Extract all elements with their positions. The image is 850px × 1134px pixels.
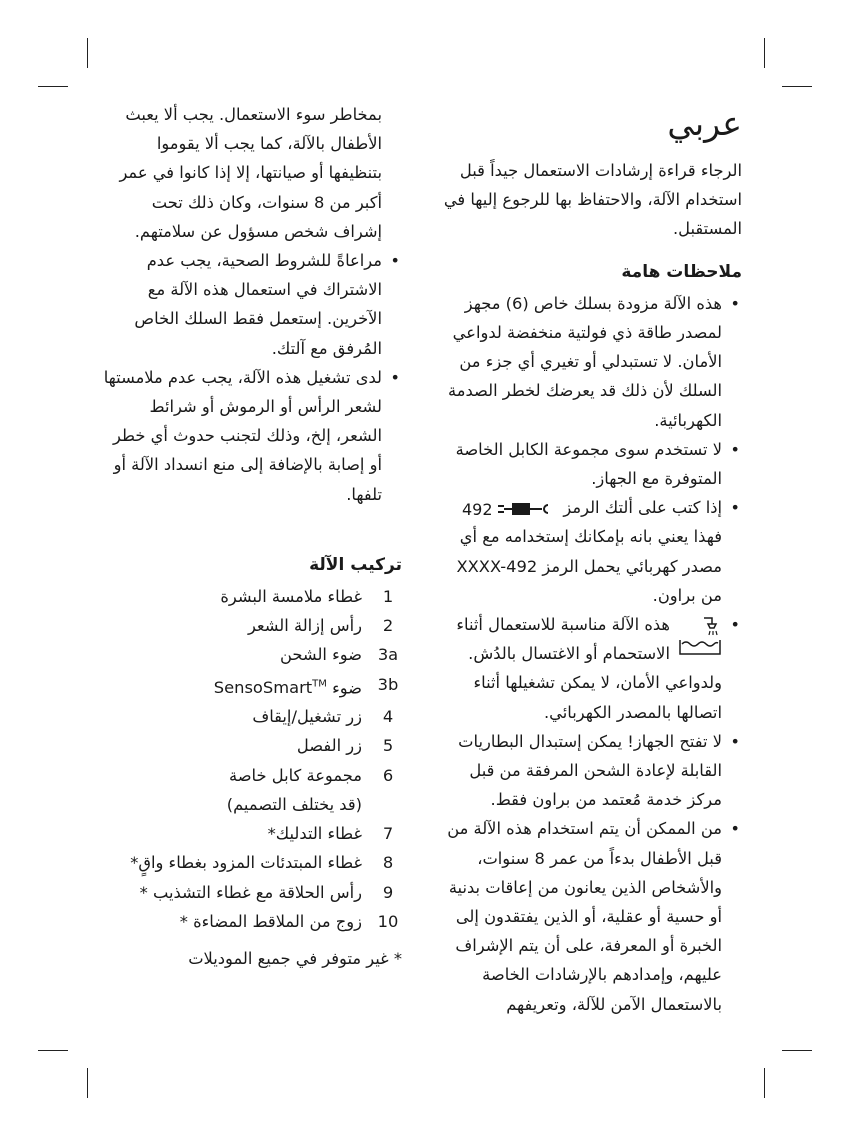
part-number: 6 bbox=[382, 765, 394, 785]
part-number: 2 bbox=[382, 616, 394, 636]
list-item: • مراعاةً للشروط الصحية، يجب عدم الاشتراك في استعمال هذه الآلة مع الآخرين. إستعمل فقط السلك الخاص المُرفق مع آلتك. bbox=[100, 246, 402, 363]
part-number: 8 bbox=[382, 853, 394, 873]
trademark: TM bbox=[312, 678, 327, 690]
part-label: زر تشغيل/إيقاف bbox=[252, 707, 362, 727]
part-item bbox=[100, 582, 402, 611]
part-item bbox=[100, 907, 402, 936]
part-number: 5 bbox=[382, 736, 394, 756]
language-title: عربي bbox=[667, 104, 742, 143]
list-item: • لدى تشغيل هذه الآلة، يجب عدم ملامستها لشعر الرأس أو الرموش أو شرائط الشعر، إلخ، وذلك لتجنب حدوث أي خطر أو إصابة بالإضافة إلى منع انسداد الآلة أو تلفها. bbox=[100, 363, 402, 509]
crop-mark bbox=[764, 38, 765, 68]
part-label: مجموعة كابل خاصة bbox=[228, 765, 362, 785]
list-item: • لا تفتح الجهاز! يمكن إستبدال البطاريات القابلة لإعادة الشحن المرفقة من قبل مركز خدمة مُعتمد من براون فقط. bbox=[432, 727, 742, 815]
part-item bbox=[100, 611, 402, 640]
part-item bbox=[100, 670, 402, 703]
part-label: غطاء ملامسة البشرة bbox=[220, 587, 362, 607]
part-number: 3a bbox=[377, 645, 399, 665]
crop-mark bbox=[782, 86, 812, 87]
part-number: 7 bbox=[382, 824, 394, 844]
list-item: • من الممكن أن يتم استخدام هذه الآلة من قبل الأطفال بدءاً من عمر 8 سنوات، والأشخاص الذين يعانون من إعاقات بدنية أو حسية أو عقلية، أو الذين يفتقدون إلى الخبرة أو المعرفة، على أن يتم الإشراف عليهم، وإمدادهم بالإرشادات الخاصة بالاستعمال الآمن للآلة، وتعريفهم bbox=[432, 814, 742, 1018]
list-item bbox=[432, 610, 742, 727]
shower-symbol-icon bbox=[678, 614, 722, 664]
left-column bbox=[100, 100, 402, 973]
part-label bbox=[214, 670, 374, 703]
list-item: • لا تستخدم سوى مجموعة الكابل الخاصة المتوفرة مع الجهاز. bbox=[432, 435, 742, 493]
continued-paragraph: بمخاطر سوء الاستعمال. يجب ألا يعبث الأطفال بالآلة، كما يجب ألا يقوموا بتنظيفها أو صيانتها، إلا إذا كانوا في عمر أكبر من 8 سنوات، وكان ذلك تحت إشراف شخص مسؤول عن سلامتهم. bbox=[119, 105, 382, 241]
part-item-note bbox=[100, 790, 402, 819]
crop-mark bbox=[87, 1068, 88, 1098]
part-label: زر الفصل bbox=[296, 736, 362, 756]
part-label: رأس إزالة الشعر bbox=[247, 616, 362, 636]
part-number: 10 bbox=[377, 911, 399, 931]
part-number: 4 bbox=[382, 707, 394, 727]
part-item bbox=[100, 702, 402, 731]
brand-name bbox=[214, 678, 327, 697]
part-item bbox=[100, 761, 402, 790]
part-item bbox=[100, 819, 402, 848]
part-item bbox=[100, 731, 402, 760]
part-item bbox=[100, 848, 402, 877]
list-item bbox=[432, 493, 742, 610]
part-item bbox=[100, 878, 402, 907]
part-label: زوج من الملاقط المضاءة * bbox=[179, 911, 362, 931]
part-number: 1 bbox=[382, 587, 394, 607]
part-label: غطاء التدليك* bbox=[267, 824, 362, 844]
part-number: 3b bbox=[377, 674, 399, 694]
symbol-note-after: فهذا يعني بانه بإمكانك إستخدامه مع أي مصدر كهربائي يحمل الرمز XXXX-492 من براون. bbox=[456, 527, 722, 605]
part-number: 9 bbox=[382, 882, 394, 902]
part-label: رأس الحلاقة مع غطاء التشذيب * bbox=[139, 882, 362, 902]
power-plug-symbol-icon bbox=[462, 500, 554, 518]
part-label: غطاء المبتدئات المزود بغطاء واقٍ* bbox=[130, 853, 362, 873]
crop-mark bbox=[87, 38, 88, 68]
crop-mark bbox=[38, 86, 68, 87]
parts-title: تركيب الآلة bbox=[309, 554, 402, 575]
part-label: ضوء الشحن bbox=[280, 645, 362, 665]
part-label-text: ضوء bbox=[332, 678, 362, 698]
symbol-note-before: إذا كتب على ألتك الرمز bbox=[563, 498, 722, 518]
notes-title: ملاحظات هامة bbox=[621, 261, 742, 282]
symbol-code: 492 bbox=[462, 499, 493, 518]
part-item bbox=[100, 640, 402, 669]
hygiene-list bbox=[100, 246, 402, 509]
notes-list bbox=[432, 289, 742, 1019]
crop-mark bbox=[764, 1068, 765, 1098]
list-item: • هذه الآلة مزودة بسلك خاص (6) مجهز لمصدر طاقة ذي فولتية منخفضة لدواعي الأمان. لا تستبدلي أو تغيري أي جزء من السلك لأن ذلك قد يعرضك لخطر الصدمة الكهربائية. bbox=[432, 289, 742, 435]
intro-paragraph: الرجاء قراءة إرشادات الاستعمال جيداً قبل استخدام الآلة، والاحتفاظ بها للرجوع إليها في المستقبل. bbox=[443, 161, 742, 239]
footnote: * غير متوفر في جميع الموديلات bbox=[188, 948, 402, 968]
right-column bbox=[432, 100, 742, 1019]
crop-mark bbox=[782, 1050, 812, 1051]
crop-mark bbox=[38, 1050, 68, 1051]
brand-text: SensoSmart bbox=[213, 678, 313, 698]
shower-note: هذه الآلة مناسبة للاستعمال أثناء الاستحمام أو الاغتسال بالدُش. ولدواعي الأمان، لا يمكن تشغيلها أثناء اتصالها بالمصدر الكهربائي. bbox=[456, 615, 722, 722]
part-sublabel: (قد يختلف التصميم) bbox=[226, 794, 362, 814]
parts-list bbox=[100, 582, 402, 936]
